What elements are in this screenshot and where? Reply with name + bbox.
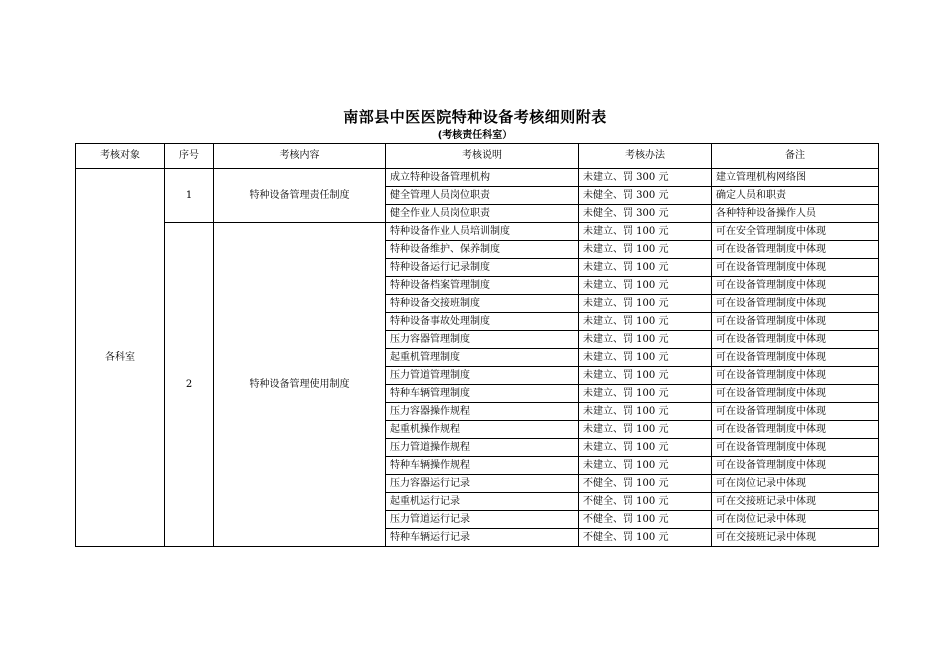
content-cell: 特种设备管理责任制度: [214, 169, 386, 223]
table-row: [76, 223, 879, 241]
note-cell: 可在设备管理制度中体现: [712, 457, 879, 475]
note-cell: 可在设备管理制度中体现: [712, 421, 879, 439]
desc-cell: 特种车辆管理制度: [386, 385, 579, 403]
desc-cell: 特种车辆运行记录: [386, 529, 579, 547]
note-cell: 可在设备管理制度中体现: [712, 331, 879, 349]
method-cell: 未建立、罚 100 元: [579, 439, 712, 457]
method-cell: 未建立、罚 100 元: [579, 277, 712, 295]
method-cell: 未建立、罚 100 元: [579, 349, 712, 367]
desc-cell: 特种车辆操作规程: [386, 457, 579, 475]
desc-cell: 特种设备事故处理制度: [386, 313, 579, 331]
method-cell: 未建立、罚 100 元: [579, 223, 712, 241]
method-cell: 未建立、罚 100 元: [579, 457, 712, 475]
note-cell: 可在设备管理制度中体现: [712, 403, 879, 421]
note-cell: 可在交接班记录中体现: [712, 529, 879, 547]
object-cell: 各科室: [76, 169, 165, 547]
method-cell: 不健全、罚 100 元: [579, 511, 712, 529]
header-method: 考核办法: [579, 144, 712, 169]
method-cell: 不健全、罚 100 元: [579, 529, 712, 547]
header-content: 考核内容: [214, 144, 386, 169]
note-cell: 可在安全管理制度中体现: [712, 223, 879, 241]
document-subtitle: (考核责任科室）: [437, 130, 513, 141]
desc-cell: 起重机管理制度: [386, 349, 579, 367]
content-cell: 特种设备管理使用制度: [214, 223, 386, 547]
desc-cell: 特种设备档案管理制度: [386, 277, 579, 295]
method-cell: 未建立、罚 100 元: [579, 241, 712, 259]
note-cell: 可在设备管理制度中体现: [712, 259, 879, 277]
method-cell: 未健全、罚 300 元: [579, 187, 712, 205]
note-cell: 可在设备管理制度中体现: [712, 295, 879, 313]
desc-cell: 压力容器管理制度: [386, 331, 579, 349]
desc-cell: 压力管道运行记录: [386, 511, 579, 529]
method-cell: 未健全、罚 300 元: [579, 205, 712, 223]
desc-cell: 压力容器运行记录: [386, 475, 579, 493]
method-cell: 不健全、罚 100 元: [579, 493, 712, 511]
note-cell: 可在设备管理制度中体现: [712, 313, 879, 331]
note-cell: 各种特种设备操作人员: [712, 205, 879, 223]
method-cell: 未建立、罚 100 元: [579, 295, 712, 313]
method-cell: 未建立、罚 100 元: [579, 367, 712, 385]
desc-cell: 起重机运行记录: [386, 493, 579, 511]
table-header-row: [76, 144, 879, 169]
method-cell: 未建立、罚 100 元: [579, 421, 712, 439]
table-row: [76, 169, 879, 187]
note-cell: 可在设备管理制度中体现: [712, 439, 879, 457]
note-cell: 可在设备管理制度中体现: [712, 277, 879, 295]
desc-cell: 压力管道管理制度: [386, 367, 579, 385]
note-cell: 可在设备管理制度中体现: [712, 241, 879, 259]
method-cell: 未建立、罚 300 元: [579, 169, 712, 187]
method-cell: 未建立、罚 100 元: [579, 385, 712, 403]
header-seq: 序号: [165, 144, 214, 169]
note-cell: 可在设备管理制度中体现: [712, 367, 879, 385]
note-cell: 可在交接班记录中体现: [712, 493, 879, 511]
method-cell: 未建立、罚 100 元: [579, 313, 712, 331]
desc-cell: 健全管理人员岗位职责: [386, 187, 579, 205]
desc-cell: 压力管道操作规程: [386, 439, 579, 457]
document-title: 南部县中医医院特种设备考核细则附表: [343, 108, 607, 126]
desc-cell: 压力容器操作规程: [386, 403, 579, 421]
desc-cell: 特种设备交接班制度: [386, 295, 579, 313]
note-cell: 可在设备管理制度中体现: [712, 385, 879, 403]
desc-cell: 成立特种设备管理机构: [386, 169, 579, 187]
header-note: 备注: [712, 144, 879, 169]
method-cell: 未建立、罚 100 元: [579, 403, 712, 421]
desc-cell: 特种设备作业人员培训制度: [386, 223, 579, 241]
header-description: 考核说明: [386, 144, 579, 169]
method-cell: 不健全、罚 100 元: [579, 475, 712, 493]
note-cell: 建立管理机构网络图: [712, 169, 879, 187]
desc-cell: 健全作业人员岗位职责: [386, 205, 579, 223]
desc-cell: 起重机操作规程: [386, 421, 579, 439]
method-cell: 未建立、罚 100 元: [579, 259, 712, 277]
desc-cell: 特种设备维护、保养制度: [386, 241, 579, 259]
assessment-table: [75, 143, 879, 547]
seq-cell: 1: [165, 169, 214, 223]
seq-cell: 2: [165, 223, 214, 547]
desc-cell: 特种设备运行记录制度: [386, 259, 579, 277]
header-object: 考核对象: [76, 144, 165, 169]
note-cell: 可在岗位记录中体现: [712, 511, 879, 529]
note-cell: 可在岗位记录中体现: [712, 475, 879, 493]
note-cell: 确定人员和职责: [712, 187, 879, 205]
method-cell: 未建立、罚 100 元: [579, 331, 712, 349]
note-cell: 可在设备管理制度中体现: [712, 349, 879, 367]
